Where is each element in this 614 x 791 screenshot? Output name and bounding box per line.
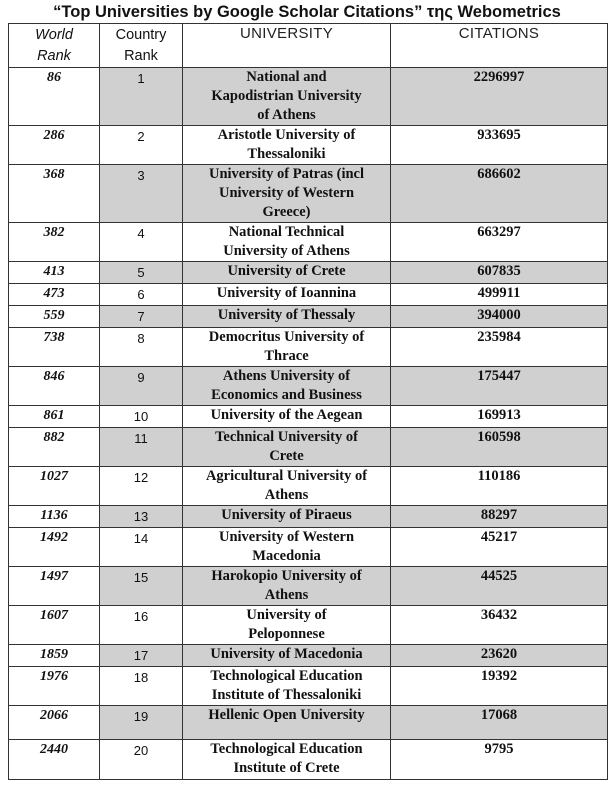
world-rank-cell: 559	[9, 306, 100, 328]
citations-cell: 235984	[391, 328, 608, 367]
citations-cell: 394000	[391, 306, 608, 328]
citations-cell: 9795	[391, 740, 608, 780]
table-row	[9, 467, 608, 506]
citations-cell: 88297	[391, 506, 608, 528]
table-row	[9, 284, 608, 306]
universities-table	[8, 23, 608, 780]
table-row	[9, 606, 608, 645]
header-citations: CITATIONS	[391, 24, 608, 68]
table-body	[9, 68, 608, 780]
university-name-cell	[183, 740, 391, 780]
country-rank-cell: 8	[100, 328, 183, 367]
world-rank-cell: 861	[9, 406, 100, 428]
citations-cell: 933695	[391, 126, 608, 165]
world-rank-cell: 413	[9, 262, 100, 284]
header-world-rank	[9, 24, 100, 68]
university-name-line: University of Western	[218, 529, 355, 545]
citations-cell: 686602	[391, 165, 608, 223]
university-name-cell	[183, 367, 391, 406]
table-row	[9, 306, 608, 328]
country-rank-cell: 20	[100, 740, 183, 780]
university-name-line: Technological Education	[210, 668, 363, 684]
university-name-line: Democritus University of	[208, 329, 365, 345]
citations-cell: 2296997	[391, 68, 608, 126]
header-country-rank-line2: Rank	[124, 48, 158, 64]
university-name-cell	[183, 506, 391, 528]
table-row	[9, 706, 608, 740]
university-name-line: National and	[246, 69, 327, 85]
university-name-cell	[183, 567, 391, 606]
country-rank-cell: 19	[100, 706, 183, 740]
university-name-cell	[183, 328, 391, 367]
world-rank-cell: 882	[9, 428, 100, 467]
university-name-cell	[183, 428, 391, 467]
country-rank-cell: 17	[100, 645, 183, 667]
university-name-cell	[183, 284, 391, 306]
university-name-cell	[183, 645, 391, 667]
table-row	[9, 645, 608, 667]
country-rank-cell: 11	[100, 428, 183, 467]
country-rank-cell: 14	[100, 528, 183, 567]
university-name-line: Kapodistrian University	[211, 88, 362, 104]
country-rank-cell: 13	[100, 506, 183, 528]
university-name-cell	[183, 306, 391, 328]
university-name-cell	[183, 467, 391, 506]
citations-cell: 23620	[391, 645, 608, 667]
university-name-line: University of Ioannina	[216, 285, 357, 301]
university-name-line: University of	[246, 607, 327, 623]
university-name-line: Technical University of	[215, 429, 358, 445]
world-rank-cell: 286	[9, 126, 100, 165]
university-name-line: Peloponnese	[248, 626, 325, 642]
world-rank-cell: 1859	[9, 645, 100, 667]
table-row	[9, 223, 608, 262]
country-rank-cell: 10	[100, 406, 183, 428]
country-rank-cell: 1	[100, 68, 183, 126]
country-rank-cell: 7	[100, 306, 183, 328]
university-name-line: Hellenic Open University	[208, 707, 365, 723]
world-rank-cell: 86	[9, 68, 100, 126]
table-row	[9, 528, 608, 567]
citations-cell: 19392	[391, 667, 608, 706]
world-rank-cell: 1497	[9, 567, 100, 606]
university-name-line: Aristotle University of	[217, 127, 356, 143]
table-row	[9, 262, 608, 284]
university-name-line: National Technical	[228, 224, 345, 240]
header-world-rank-line1: World	[35, 27, 73, 43]
citations-cell: 169913	[391, 406, 608, 428]
university-name-cell	[183, 667, 391, 706]
table-row	[9, 506, 608, 528]
citations-cell: 110186	[391, 467, 608, 506]
country-rank-cell: 3	[100, 165, 183, 223]
university-name-line: Greece)	[262, 204, 311, 220]
university-name-line: Institute of Thessaloniki	[211, 687, 362, 703]
university-name-line: Thrace	[264, 348, 309, 364]
university-name-line: of Athens	[257, 107, 316, 123]
table-row	[9, 68, 608, 126]
page-title: “Top Universities by Google Scholar Citations” της Webometrics	[53, 3, 561, 21]
table-row	[9, 328, 608, 367]
university-name-line: Technological Education	[210, 741, 363, 757]
header-country-rank-line1: Country	[115, 27, 167, 43]
table-row	[9, 406, 608, 428]
table-row	[9, 567, 608, 606]
university-name-line: University of Patras (incl	[208, 166, 365, 182]
university-name-line: Institute of Crete	[233, 760, 340, 776]
world-rank-cell: 738	[9, 328, 100, 367]
table-row	[9, 740, 608, 780]
citations-cell: 175447	[391, 367, 608, 406]
world-rank-cell: 2440	[9, 740, 100, 780]
university-name-line: University of the Aegean	[210, 407, 363, 423]
world-rank-cell: 1607	[9, 606, 100, 645]
university-name-cell	[183, 262, 391, 284]
citations-cell: 499911	[391, 284, 608, 306]
university-name-line: Athens	[264, 587, 309, 603]
country-rank-cell: 4	[100, 223, 183, 262]
country-rank-cell: 18	[100, 667, 183, 706]
table-row	[9, 667, 608, 706]
world-rank-cell: 368	[9, 165, 100, 223]
university-name-line: Macedonia	[252, 548, 321, 564]
university-name-line: University of Piraeus	[221, 507, 352, 523]
citations-cell: 607835	[391, 262, 608, 284]
world-rank-cell: 382	[9, 223, 100, 262]
country-rank-cell: 15	[100, 567, 183, 606]
country-rank-cell: 16	[100, 606, 183, 645]
world-rank-cell: 473	[9, 284, 100, 306]
university-name-cell	[183, 68, 391, 126]
university-name-line: Harokopio University of	[211, 568, 362, 584]
university-name-cell	[183, 706, 391, 740]
university-name-line: Athens	[264, 487, 309, 503]
university-name-cell	[183, 126, 391, 165]
world-rank-cell: 1976	[9, 667, 100, 706]
citations-cell: 663297	[391, 223, 608, 262]
table-row	[9, 367, 608, 406]
country-rank-cell: 9	[100, 367, 183, 406]
world-rank-cell: 846	[9, 367, 100, 406]
university-name-line: University of Thessaly	[217, 307, 356, 323]
university-name-line: University of Athens	[223, 243, 350, 259]
citations-cell: 44525	[391, 567, 608, 606]
university-name-cell	[183, 606, 391, 645]
world-rank-cell: 2066	[9, 706, 100, 740]
university-name-cell	[183, 528, 391, 567]
citations-cell: 36432	[391, 606, 608, 645]
citations-cell: 45217	[391, 528, 608, 567]
table-row	[9, 165, 608, 223]
country-rank-cell: 6	[100, 284, 183, 306]
university-name-cell	[183, 165, 391, 223]
university-name-line: Crete	[269, 448, 304, 464]
university-name-line: Agricultural University of	[205, 468, 368, 484]
header-world-rank-line2: Rank	[37, 48, 71, 64]
university-name-line: Athens University of	[222, 368, 351, 384]
university-name-cell	[183, 406, 391, 428]
header-country-rank	[100, 24, 183, 68]
citations-cell: 17068	[391, 706, 608, 740]
world-rank-cell: 1492	[9, 528, 100, 567]
country-rank-cell: 5	[100, 262, 183, 284]
university-name-line: University of Macedonia	[210, 646, 363, 662]
country-rank-cell: 2	[100, 126, 183, 165]
table-row	[9, 428, 608, 467]
table-row	[9, 126, 608, 165]
world-rank-cell: 1136	[9, 506, 100, 528]
country-rank-cell: 12	[100, 467, 183, 506]
world-rank-cell: 1027	[9, 467, 100, 506]
university-name-line: University of Western	[218, 185, 355, 201]
header-row	[9, 24, 608, 68]
header-university: UNIVERSITY	[183, 24, 391, 68]
citations-cell: 160598	[391, 428, 608, 467]
university-name-line: Thessaloniki	[247, 146, 326, 162]
university-name-cell	[183, 223, 391, 262]
university-name-line: University of Crete	[227, 263, 346, 279]
university-name-line: Economics and Business	[211, 387, 362, 403]
